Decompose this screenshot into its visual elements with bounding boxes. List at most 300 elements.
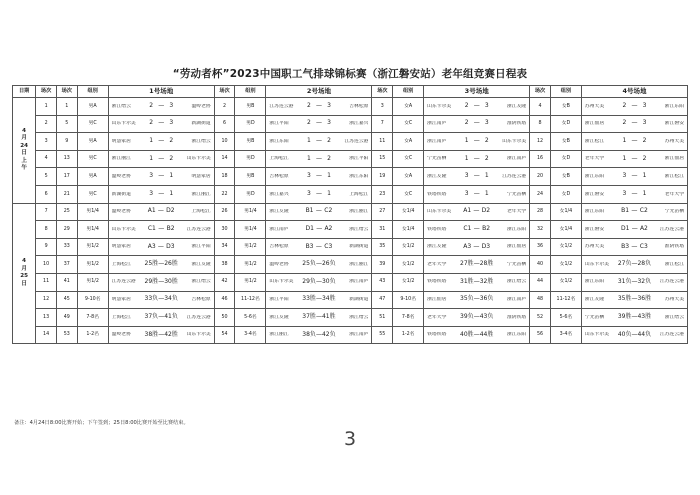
match-cell <box>266 150 372 168</box>
team-right: 浙江平阳 <box>349 156 369 162</box>
match-cell <box>581 150 687 168</box>
match-group: 女A <box>393 168 424 186</box>
score-right: 3 <box>484 101 489 109</box>
team-left: 老年大学 <box>584 156 605 162</box>
team-right: 浙江南庐 <box>349 332 369 338</box>
score-left: 27负 <box>617 260 632 268</box>
match-number: 36 <box>530 238 551 256</box>
match-group: 女D <box>550 115 581 133</box>
score-left: 37负 <box>144 312 159 320</box>
day-label-char: 日 <box>21 280 27 287</box>
match-group: 女1/2 <box>550 273 581 291</box>
team-right: 浙江嘉兴 <box>349 121 369 127</box>
score-separator: — <box>631 260 638 268</box>
session-cell: 2 <box>36 115 57 133</box>
score-right: 41负 <box>164 312 178 320</box>
team-left: 山东卡尔美 <box>111 121 136 127</box>
team-left: 浙江友隆 <box>269 314 289 320</box>
match-number: 41 <box>56 273 77 291</box>
match-cell <box>108 256 214 274</box>
score-separator: — <box>315 330 322 338</box>
match-cell <box>581 168 687 186</box>
match-cell <box>424 309 530 327</box>
match-number: 19 <box>372 168 393 186</box>
match-group: 女1/2 <box>550 238 581 256</box>
match-cell <box>108 150 214 168</box>
matchup <box>266 120 371 127</box>
score-left: 33胜 <box>302 295 316 303</box>
score-group <box>460 279 493 286</box>
match-cell <box>266 326 372 344</box>
match-group: 男1/2 <box>77 238 108 256</box>
day-label-char: 月 <box>21 265 27 272</box>
score-group <box>304 120 333 127</box>
team-right: 江苏连云港 <box>344 138 369 144</box>
header-venue1-no: 场次 <box>56 86 77 98</box>
score-left: 2 <box>306 119 311 127</box>
score-right: 30胜 <box>164 277 178 285</box>
matchup <box>109 261 214 268</box>
score-separator: — <box>158 260 165 268</box>
match-group: 男1/2 <box>77 256 108 274</box>
score-right: 42胜 <box>164 330 178 338</box>
score-left: 1 <box>622 137 627 145</box>
score-right: B2 <box>166 225 175 232</box>
team-left: 山东卡尔美 <box>584 261 609 267</box>
score-left: 3 <box>622 172 627 180</box>
team-left: 铁塔铁塔 <box>427 332 447 338</box>
score-separator: — <box>631 101 638 109</box>
score-right: 42负 <box>321 330 336 338</box>
matchup <box>582 208 687 215</box>
match-group: 女B <box>550 168 581 186</box>
match-cell <box>108 326 214 344</box>
match-group: 7-8名 <box>393 309 424 327</box>
score-group <box>304 138 333 145</box>
match-number: 26 <box>214 203 235 221</box>
score-right: 2 <box>169 137 174 145</box>
score-separator: — <box>473 330 480 338</box>
match-cell <box>266 221 372 239</box>
match-group: 男D <box>235 150 266 168</box>
match-cell <box>108 168 214 186</box>
team-right: 苏州天美 <box>664 297 685 303</box>
score-right: 43负 <box>479 312 494 320</box>
score-separator: — <box>315 260 322 268</box>
team-right: 浙江东阳 <box>349 173 369 179</box>
score-separator: — <box>315 295 322 303</box>
match-number: 29 <box>56 221 77 239</box>
score-separator: — <box>631 295 638 303</box>
score-group <box>620 208 649 215</box>
team-right: 浙江仙居 <box>507 244 527 250</box>
match-cell <box>424 256 530 274</box>
matchup <box>582 244 687 251</box>
score-group <box>145 296 178 303</box>
matchup <box>424 103 529 110</box>
team-right: 宁光苗栖 <box>507 261 527 267</box>
match-number: 9 <box>56 133 77 151</box>
match-group: 男A <box>77 168 108 186</box>
score-right: C3 <box>639 242 648 250</box>
score-group <box>460 261 493 268</box>
team-left: 山东卡尔美 <box>269 279 294 285</box>
match-cell <box>266 273 372 291</box>
match-cell <box>424 98 530 116</box>
match-cell <box>108 98 214 116</box>
match-group: 5-6名 <box>550 309 581 327</box>
score-separator: — <box>158 330 165 338</box>
score-left: 3 <box>306 189 311 197</box>
match-group: 女B <box>550 98 581 116</box>
match-group: 男1/2 <box>77 273 108 291</box>
match-number: 6 <box>214 115 235 133</box>
team-left: 浙江松江 <box>584 138 605 144</box>
score-left: 35负 <box>460 295 474 303</box>
score-left: D1 <box>305 225 314 232</box>
score-right: 1 <box>642 172 647 180</box>
team-right: 浙江友隆 <box>507 103 527 109</box>
match-cell <box>108 273 214 291</box>
score-separator: — <box>158 295 165 303</box>
matchup <box>266 261 371 268</box>
score-group <box>462 120 491 127</box>
match-group: 男1/2 <box>235 273 266 291</box>
header-venue4-no: 场次 <box>530 86 551 98</box>
matchup <box>582 332 687 339</box>
team-left: 上海松江 <box>111 314 131 320</box>
score-group <box>618 296 651 303</box>
team-right: 上海松江 <box>349 191 369 197</box>
matchup <box>266 226 371 233</box>
score-left: 2 <box>622 101 627 109</box>
score-right: 2 <box>484 137 489 145</box>
score-right: 2 <box>484 154 489 162</box>
score-left: 2 <box>464 101 469 109</box>
team-left: 浙江仙居 <box>584 121 605 127</box>
score-separator: — <box>315 277 322 285</box>
score-separator: — <box>315 189 322 197</box>
score-left: B3 <box>305 242 314 250</box>
score-left: 38胜 <box>144 330 159 338</box>
score-group <box>618 261 651 268</box>
score-left: 39胜 <box>617 312 632 320</box>
team-left: 苏州天美 <box>584 244 605 250</box>
score-left: 3 <box>149 172 154 180</box>
session-cell: 3 <box>36 133 57 151</box>
schedule-row <box>13 221 688 239</box>
score-separator: — <box>473 172 480 180</box>
matchup <box>266 156 371 163</box>
score-group <box>460 314 493 321</box>
schedule-row <box>13 168 688 186</box>
score-left: 3 <box>149 189 154 197</box>
match-number: 20 <box>530 168 551 186</box>
team-right: 新湖街道 <box>191 121 211 127</box>
match-group: 女C <box>393 150 424 168</box>
table-header-row <box>13 86 688 98</box>
score-group <box>302 261 335 268</box>
score-group <box>620 191 649 198</box>
team-right: 老年大学 <box>664 191 684 197</box>
score-left: C1 <box>463 225 472 232</box>
matchup <box>582 191 687 198</box>
match-group: 男C <box>77 185 108 203</box>
team-right: 江苏连云港 <box>660 279 685 285</box>
score-left: A1 <box>463 207 472 215</box>
score-left: 1 <box>464 137 469 145</box>
score-separator: — <box>315 242 322 250</box>
match-number: 13 <box>56 150 77 168</box>
score-right: 1 <box>169 189 174 197</box>
match-cell <box>424 133 530 151</box>
score-right: 3 <box>642 101 647 109</box>
score-group <box>304 226 333 233</box>
team-left: 山东卡尔美 <box>584 332 609 338</box>
score-left: 1 <box>464 154 469 162</box>
score-right: 28胜 <box>479 260 494 268</box>
match-number: 28 <box>530 203 551 221</box>
team-right: 江苏连云港 <box>186 226 211 232</box>
score-group <box>618 314 651 321</box>
team-left: 宁光苗栖 <box>584 314 605 320</box>
team-left: 浙江磐安 <box>584 191 605 197</box>
matchup <box>424 226 529 233</box>
team-right: 淮阴铁塔 <box>664 244 684 250</box>
score-right: 3 <box>169 119 174 127</box>
score-separator: — <box>631 119 638 127</box>
score-separator: — <box>631 277 638 285</box>
matchup <box>424 191 529 198</box>
match-cell <box>266 238 372 256</box>
team-left: 温岭老协 <box>269 261 289 267</box>
match-number: 39 <box>372 256 393 274</box>
score-separator: — <box>631 189 638 197</box>
team-right: 浙江缙云 <box>349 314 369 320</box>
match-number: 42 <box>214 273 235 291</box>
score-group <box>620 103 649 110</box>
match-number: 16 <box>530 150 551 168</box>
team-left: 山东卡尔美 <box>427 209 452 215</box>
score-separator: — <box>315 101 322 109</box>
match-number: 21 <box>56 185 77 203</box>
score-right: 30负 <box>321 277 336 285</box>
team-right: 浙江仙居 <box>664 156 684 162</box>
score-right: D3 <box>481 242 491 250</box>
score-left: B1 <box>621 207 630 215</box>
matchup <box>109 120 214 127</box>
match-group: 1-2名 <box>393 326 424 344</box>
score-right: 2 <box>642 154 647 162</box>
match-group: 9-10名 <box>77 291 108 309</box>
match-number: 32 <box>530 221 551 239</box>
matchup <box>582 226 687 233</box>
match-group: 女A <box>393 133 424 151</box>
match-cell <box>581 133 687 151</box>
team-left: 浙江南庐 <box>269 226 289 232</box>
match-number: 15 <box>372 150 393 168</box>
team-left: 苏州天美 <box>584 103 605 109</box>
score-right: 36胜 <box>637 295 652 303</box>
score-left: 1 <box>149 137 154 145</box>
score-separator: — <box>473 242 480 250</box>
score-separator: — <box>473 260 480 268</box>
score-left: B1 <box>305 207 314 215</box>
match-cell <box>108 221 214 239</box>
match-group: 女C <box>393 185 424 203</box>
team-right: 明慧家居 <box>191 173 211 179</box>
match-cell <box>424 291 530 309</box>
matchup <box>582 120 687 127</box>
matchup <box>424 314 529 321</box>
score-separator: — <box>473 312 480 320</box>
score-group <box>462 173 491 180</box>
match-number: 24 <box>530 185 551 203</box>
score-separator: — <box>158 101 165 109</box>
team-left: 浙江仙居 <box>427 297 447 303</box>
session-cell: 1 <box>36 98 57 116</box>
score-left: D1 <box>621 225 630 232</box>
match-number: 30 <box>214 221 235 239</box>
day-label-char: 上 <box>21 157 27 164</box>
matchup <box>109 314 214 321</box>
match-cell <box>424 238 530 256</box>
match-number: 44 <box>530 273 551 291</box>
score-group <box>304 173 333 180</box>
session-cell: 14 <box>36 326 57 344</box>
score-left: 3 <box>464 172 469 180</box>
match-number: 23 <box>372 185 393 203</box>
matchup <box>582 296 687 303</box>
footnote: 备注：4月24日8:00比赛开始；下午签到；25日8:00比赛开始至比赛结束。 <box>14 420 189 426</box>
score-right: 1 <box>642 189 647 197</box>
score-left: 33负 <box>144 295 159 303</box>
matchup <box>109 103 214 110</box>
match-group: 男D <box>235 185 266 203</box>
score-group <box>618 332 651 339</box>
match-number: 11 <box>372 133 393 151</box>
matchup <box>109 296 214 303</box>
match-number: 46 <box>214 291 235 309</box>
match-group: 5-6名 <box>235 309 266 327</box>
score-right: A2 <box>639 225 648 232</box>
team-left: 浙江磐安 <box>584 226 605 232</box>
team-right: 浙江磐安 <box>664 121 684 127</box>
team-left: 浙江东阳 <box>584 209 605 215</box>
match-group: 男C <box>77 115 108 133</box>
score-group <box>147 120 176 127</box>
team-right: 浙江丽江 <box>349 261 369 267</box>
team-left: 浙江东阳 <box>584 279 605 285</box>
match-group: 女B <box>550 133 581 151</box>
match-number: 18 <box>214 168 235 186</box>
match-cell <box>424 273 530 291</box>
score-separator: — <box>631 312 638 320</box>
day-label-char: 午 <box>21 165 27 172</box>
match-number: 56 <box>530 326 551 344</box>
score-right: D2 <box>166 207 175 215</box>
match-number: 17 <box>56 168 77 186</box>
score-separator: — <box>631 172 638 180</box>
score-right: B2 <box>482 225 491 232</box>
match-number: 43 <box>372 273 393 291</box>
team-right: 浙江东阳 <box>507 332 527 338</box>
match-group: 男D <box>235 115 266 133</box>
schedule-row <box>13 203 688 221</box>
match-group: 女1/2 <box>393 256 424 274</box>
match-number: 49 <box>56 309 77 327</box>
day-label-char: 25 <box>20 273 29 280</box>
match-cell <box>108 115 214 133</box>
header-venue1-group: 组别 <box>77 86 108 98</box>
score-separator: — <box>158 172 165 180</box>
score-group <box>147 103 176 110</box>
score-left: 2 <box>149 101 154 109</box>
schedule-row <box>13 238 688 256</box>
score-left: 1 <box>149 154 154 162</box>
score-separator: — <box>473 101 480 109</box>
score-right: 3 <box>484 119 489 127</box>
team-right: 浙江丽江 <box>349 209 369 215</box>
score-group <box>304 191 333 198</box>
team-left: 上海松江 <box>111 261 131 267</box>
header-venue4: 4号场地 <box>581 86 687 98</box>
score-right: 1 <box>327 189 331 197</box>
match-cell <box>581 221 687 239</box>
score-group <box>304 244 333 251</box>
team-right: 浙江东阳 <box>664 103 684 109</box>
team-right: 浙江南庐 <box>507 297 527 303</box>
match-number: 54 <box>214 326 235 344</box>
session-cell: 12 <box>36 291 57 309</box>
header-date: 日期 <box>13 86 36 98</box>
score-separator: — <box>158 154 165 162</box>
match-group: 男1/2 <box>235 256 266 274</box>
score-separator: — <box>473 119 480 127</box>
match-cell <box>424 326 530 344</box>
matchup <box>582 173 687 180</box>
score-separator: — <box>473 277 480 285</box>
score-right: 32胜 <box>479 277 494 285</box>
match-number: 5 <box>56 115 77 133</box>
header-venue1: 1号场地 <box>108 86 214 98</box>
match-number: 22 <box>214 185 235 203</box>
match-cell <box>424 185 530 203</box>
match-group: 3-4名 <box>235 326 266 344</box>
match-cell <box>424 115 530 133</box>
match-cell <box>424 221 530 239</box>
score-separator: — <box>631 225 638 232</box>
match-cell <box>266 256 372 274</box>
match-cell <box>581 309 687 327</box>
score-separator: — <box>631 242 638 250</box>
session-cell: 13 <box>36 309 57 327</box>
team-left: 山东卡尔美 <box>427 103 452 109</box>
team-left: 明慧家居 <box>111 244 131 250</box>
match-group: 1-2名 <box>77 326 108 344</box>
score-left: 25胜 <box>144 260 159 268</box>
score-separator: — <box>315 137 322 145</box>
score-group <box>147 208 176 215</box>
match-group: 女C <box>393 115 424 133</box>
day-label-char: 24 <box>20 142 29 149</box>
team-left: 明慧家居 <box>111 297 131 303</box>
score-left: A3 <box>463 242 472 250</box>
team-left: 江苏连云港 <box>111 279 136 285</box>
score-right: A2 <box>324 225 333 232</box>
team-left: 浙江东阳 <box>269 138 289 144</box>
match-group: 女1/2 <box>550 256 581 274</box>
